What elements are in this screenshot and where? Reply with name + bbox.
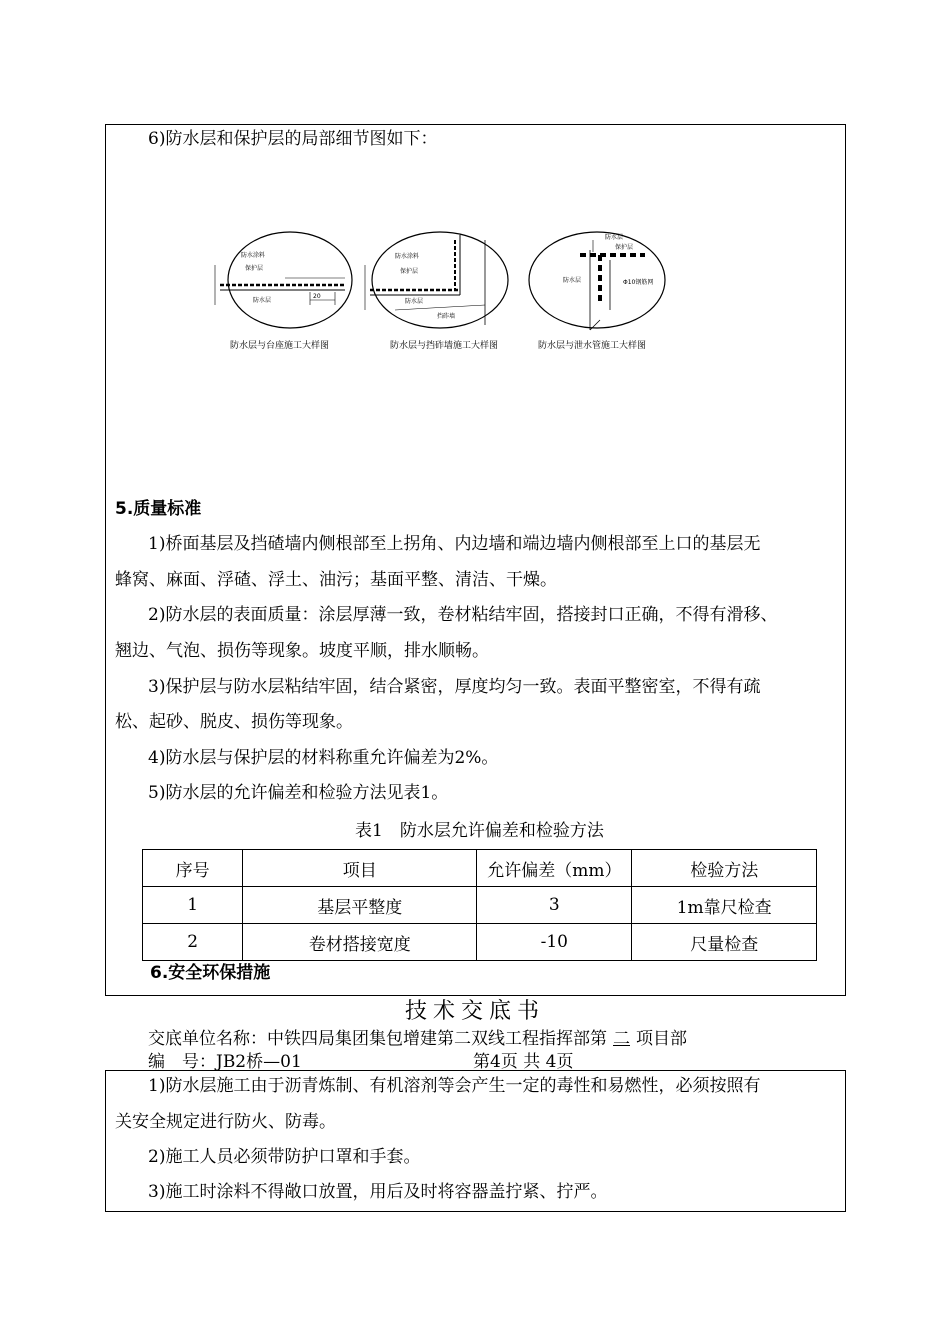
item-6-text: 6)防水层和保护层的局部细节图如下： xyxy=(148,129,438,149)
table-1-caption: 表1 防水层允许偏差和检验方法 xyxy=(355,821,604,841)
section-6-heading: 6.安全环保措施 xyxy=(150,963,271,983)
code-label: 编 号：JB2桥—01 xyxy=(148,1052,302,1072)
fig3-caption: 防水层与泄水管施工大样图 xyxy=(538,341,647,351)
fig3-label-2: 保护层 xyxy=(615,244,634,251)
section-6-p1-line2: 关安全规定进行防火、防毒。 xyxy=(115,1112,336,1132)
table-header-row xyxy=(143,850,817,887)
table-row xyxy=(143,924,817,961)
fig2-label-3: 防水层 xyxy=(405,298,424,305)
fig3-label-4: Φ10钢筋网 xyxy=(623,279,654,286)
table-cell: 卷材搭接宽度 xyxy=(243,924,477,961)
unit-label: 交底单位名称：中铁四局集团集包增建第二双线工程指挥部第 xyxy=(148,1029,607,1049)
table-1 xyxy=(142,849,817,961)
section-5-p1-line2: 蜂窝、麻面、浮碴、浮土、油污；基面平整、清洁、干燥。 xyxy=(115,570,557,590)
document-title: 技术交底书 xyxy=(404,999,545,1024)
section-6-p1-line1: 1)防水层施工由于沥青炼制、有机溶剂等会产生一定的毒性和易燃性，必须按照有 xyxy=(148,1076,761,1096)
figure-3 xyxy=(529,232,665,351)
table-cell: 尺量检查 xyxy=(632,924,817,961)
fig3-label-3: 防水层 xyxy=(563,277,582,284)
table-header-cell: 允许偏差（mm） xyxy=(477,850,632,887)
figure-2 xyxy=(365,232,508,351)
section-5-heading: 5.质量标准 xyxy=(115,499,202,519)
fig2-label-2: 保护层 xyxy=(400,268,419,275)
section-6-p3: 3)施工时涂料不得敞口放置，用后及时将容器盖拧紧、拧严。 xyxy=(148,1182,608,1202)
fig3-label-1: 防水层 xyxy=(605,234,624,241)
section-5-p1-line1: 1)桥面基层及挡碴墙内侧根部至上拐角、内边墙和端边墙内侧根部至上口的基层无 xyxy=(148,534,761,554)
figure-1 xyxy=(215,232,352,351)
unit-number: 二 xyxy=(613,1029,630,1049)
fig1-label-2: 保护层 xyxy=(245,265,264,272)
table-cell: 1m靠尺检查 xyxy=(632,887,817,924)
table-header-cell: 序号 xyxy=(143,850,243,887)
page-info: 第4页 共 4页 xyxy=(473,1052,574,1072)
section-5-p3-line2: 松、起砂、脱皮、损伤等现象。 xyxy=(115,712,353,732)
table-header-cell: 项目 xyxy=(243,850,477,887)
section-5-p4: 4)防水层与保护层的材料称重允许偏差为2%。 xyxy=(148,748,499,768)
fig1-label-4: 20 xyxy=(313,293,321,300)
table-cell: 基层平整度 xyxy=(243,887,477,924)
unit-suffix: 项目部 xyxy=(636,1029,687,1049)
section-5-p5: 5)防水层的允许偏差和检验方法见表1。 xyxy=(148,783,449,803)
table-cell: 3 xyxy=(477,887,632,924)
table-cell: -10 xyxy=(477,924,632,961)
table-header-cell: 检验方法 xyxy=(632,850,817,887)
table-cell: 2 xyxy=(143,924,243,961)
unit-line xyxy=(148,1024,687,1049)
section-5-p2-line2: 翘边、气泡、损伤等现象。坡度平顺，排水顺畅。 xyxy=(115,641,489,661)
table-cell: 1 xyxy=(143,887,243,924)
fig2-caption: 防水层与挡砟墙施工大样图 xyxy=(390,341,499,351)
fig1-caption: 防水层与台座施工大样图 xyxy=(230,341,330,351)
fig2-label-1: 防水涂料 xyxy=(395,253,420,260)
fig1-label-1: 防水涂料 xyxy=(241,252,266,259)
fig2-label-4: 挡砟墙 xyxy=(437,313,456,320)
fig1-label-3: 防水层 xyxy=(253,297,272,304)
section-5-p3-line1: 3)保护层与防水层粘结牢固，结合紧密，厚度均匀一致。表面平整密室，不得有疏 xyxy=(148,677,761,697)
section-5-p2-line1: 2)防水层的表面质量：涂层厚薄一致，卷材粘结牢固，搭接封口正确，不得有滑移、 xyxy=(148,605,778,625)
section-6-p2: 2)施工人员必须带防护口罩和手套。 xyxy=(148,1147,421,1167)
table-row xyxy=(143,887,817,924)
detail-figures xyxy=(195,230,675,360)
